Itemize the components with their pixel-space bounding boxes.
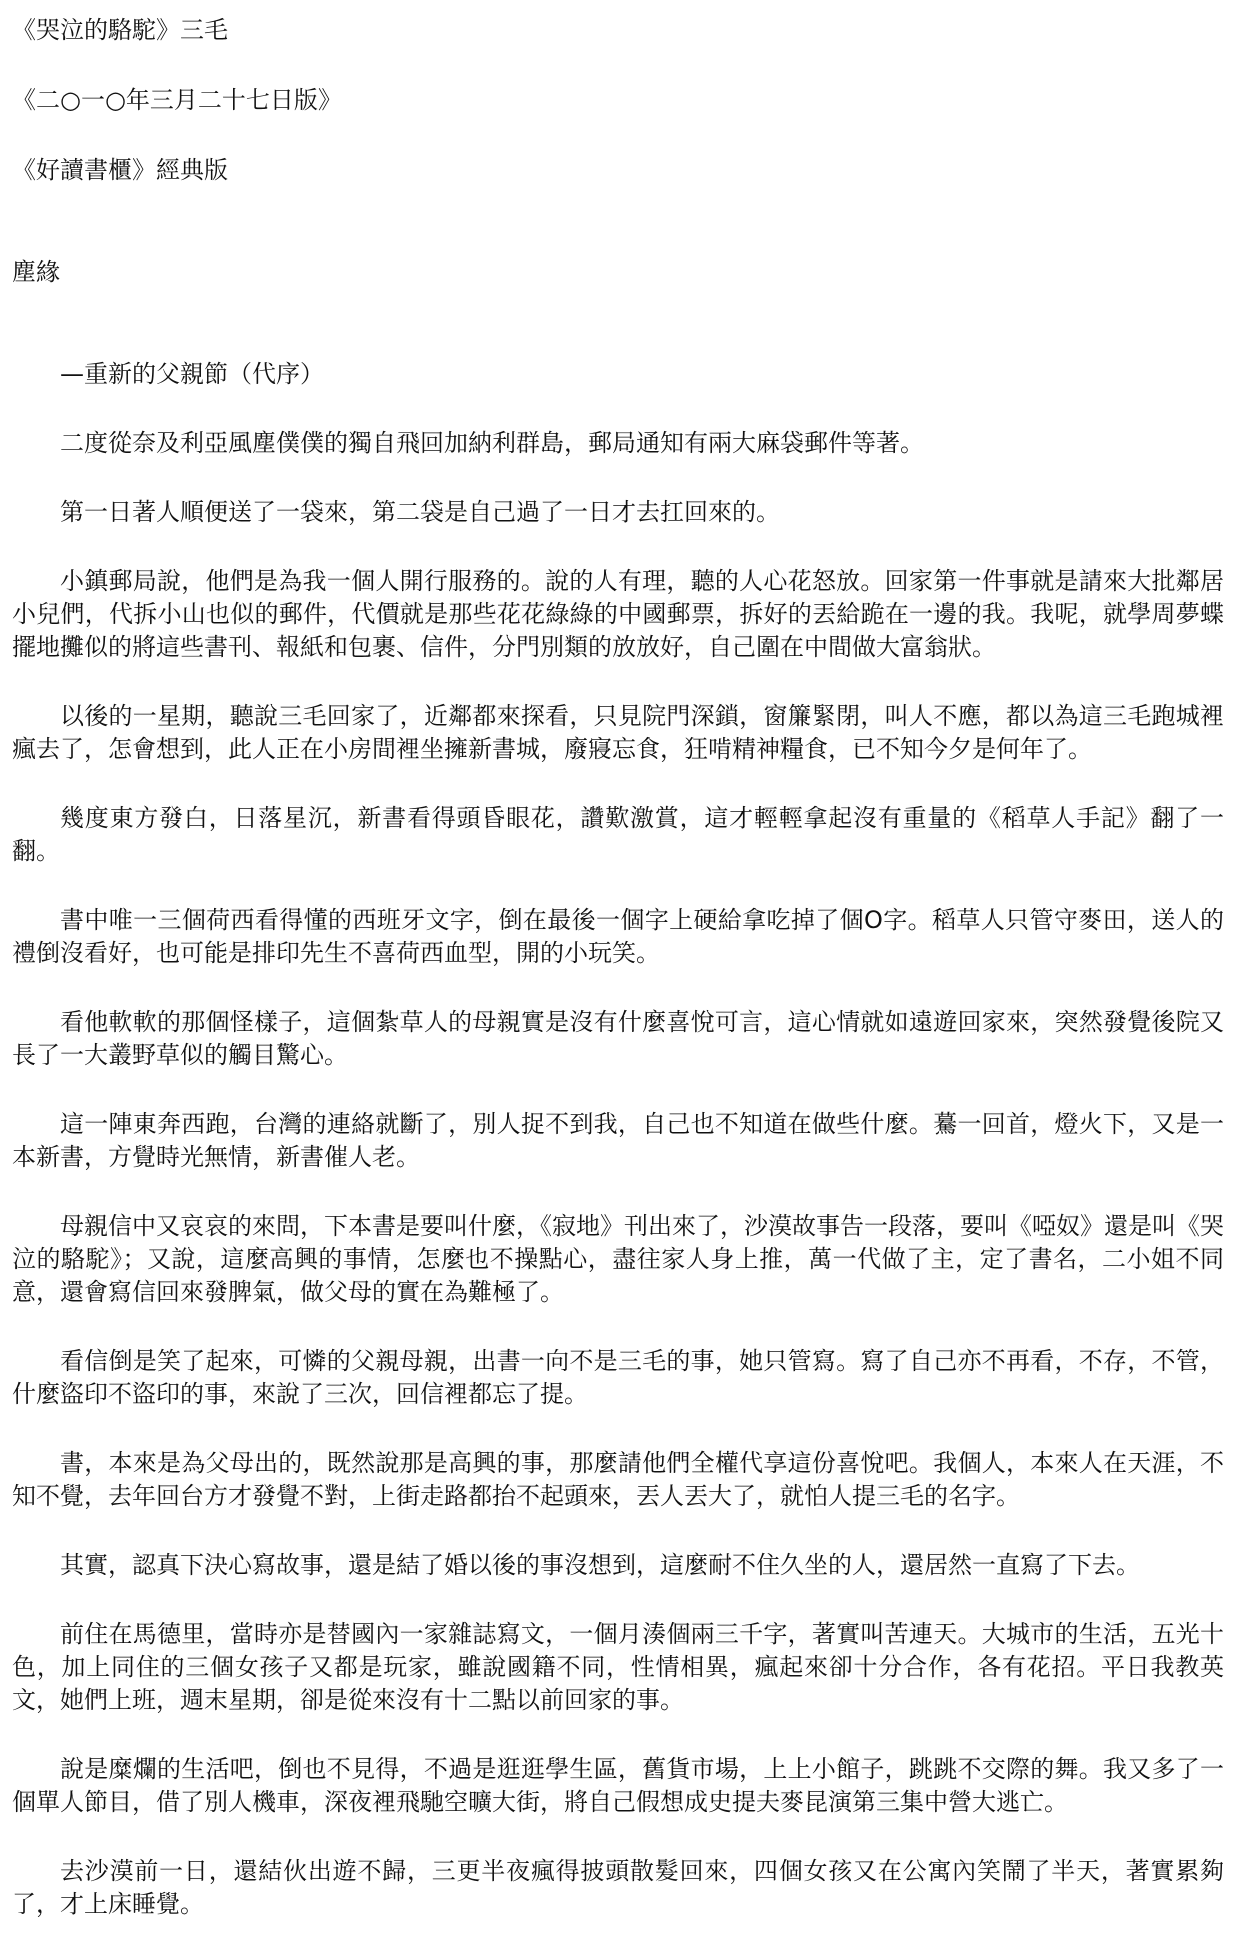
paragraph-7: 看他軟軟的那個怪樣子，這個紮草人的母親實是沒有什麼喜悅可言，這心情就如遠遊回家來，突然發覺後院又長了一大叢野草似的觸目驚心。 (12, 1008, 1224, 1069)
preface-subtitle: —重新的父親節（代序） (60, 360, 324, 388)
paragraph-11: 書，本來是為父母出的，既然說那是高興的事，那麼請他們全權代享這份喜悅吧。我個人，本來人在天涯，不知不覺，去年回台方才發覺不對，上街走路都抬不起頭來，丟人丟大了，就怕人提三毛的名字。 (12, 1449, 1224, 1510)
document-page (12, 14, 1224, 1957)
paragraph-15: 去沙漠前一日，還結伙出遊不歸，三更半夜瘋得披頭散髮回來，四個女孩又在公寓內笑鬧了半天，著實累夠了，才上床睡覺。 (12, 1857, 1224, 1918)
paragraph-1: 二度從奈及利亞風塵僕僕的獨自飛回加納利群島，郵局通知有兩大麻袋郵件等著。 (60, 429, 924, 457)
section-title: 塵緣 (12, 258, 60, 286)
paragraph-5: 幾度東方發白，日落星沉，新書看得頭昏眼花，讚歎激賞，這才輕輕拿起沒有重量的《稻草人手記》翻了一翻。 (12, 804, 1224, 865)
paragraph-13: 前住在馬德里，當時亦是替國內一家雜誌寫文，一個月湊個兩三千字，著實叫苦連天。大城市的生活，五光十色，加上同住的三個女孩子又都是玩家，雖說國籍不同，性情相異，瘋起來卻十分合作，各有花招。平日我教英文，她們上班，週末星期，卻是從來沒有十二點以前回家的事。 (12, 1620, 1224, 1714)
edition-line: 《二○一○年三月二十七日版》 (12, 86, 342, 114)
paragraph-14: 說是糜爛的生活吧，倒也不見得，不過是逛逛學生區，舊貨市場，上上小館子，跳跳不交際的舞。我又多了一個單人節目，借了別人機車，深夜裡飛馳空曠大街，將自己假想成史提夫麥昆演第三集中營大逃亡。 (12, 1755, 1224, 1816)
paragraph-4: 以後的一星期，聽說三毛回家了，近鄰都來探看，只見院門深鎖，窗簾緊閉，叫人不應，都以為這三毛跑城裡瘋去了，怎會想到，此人正在小房間裡坐擁新書城，廢寢忘食，狂啃精神糧食，已不知今夕是何年了。 (12, 702, 1224, 763)
paragraph-2: 第一日著人順便送了一袋來，第二袋是自己過了一日才去扛回來的。 (60, 498, 780, 526)
paragraph-8: 這一陣東奔西跑，台灣的連絡就斷了，別人捉不到我，自己也不知道在做些什麼。驀一回首，燈火下，又是一本新書，方覺時光無情，新書催人老。 (12, 1110, 1224, 1171)
paragraph-10: 看信倒是笑了起來，可憐的父親母親，出書一向不是三毛的事，她只管寫。寫了自己亦不再看，不存，不管，什麼盜印不盜印的事，來說了三次，回信裡都忘了提。 (12, 1347, 1224, 1408)
paragraph-3: 小鎮郵局說，他們是為我一個人開行服務的。說的人有理，聽的人心花怒放。回家第一件事就是請來大批鄰居小兒們，代拆小山也似的郵件，代價就是那些花花綠綠的中國郵票，拆好的丟給跪在一邊的我。我呢，就學周夢蝶擺地攤似的將這些書刊、報紙和包裹、信件，分門別類的放放好，自己圍在中間做大富翁狀。 (12, 567, 1224, 661)
publisher-line: 《好讀書櫃》經典版 (12, 156, 228, 184)
body-text (12, 427, 1224, 1921)
paragraph-6: 書中唯一三個荷西看得懂的西班牙文字，倒在最後一個字上硬給拿吃掉了個O字。稻草人只管守麥田，送人的禮倒沒看好，也可能是排印先生不喜荷西血型，開的小玩笑。 (12, 906, 1224, 967)
paragraph-9: 母親信中又哀哀的來問，下本書是要叫什麼，《寂地》刊出來了，沙漠故事告一段落，要叫《啞奴》還是叫《哭泣的駱駝》；又說，這麼高興的事情，怎麼也不操點心，盡往家人身上推，萬一代做了主，定了書名，二小姐不同意，還會寫信回來發脾氣，做父母的實在為難極了。 (12, 1212, 1224, 1306)
book-title-line: 《哭泣的駱駝》三毛 (12, 16, 228, 44)
paragraph-12: 其實，認真下決心寫故事，還是結了婚以後的事沒想到，這麼耐不住久坐的人，還居然一直寫了下去。 (60, 1551, 1140, 1579)
